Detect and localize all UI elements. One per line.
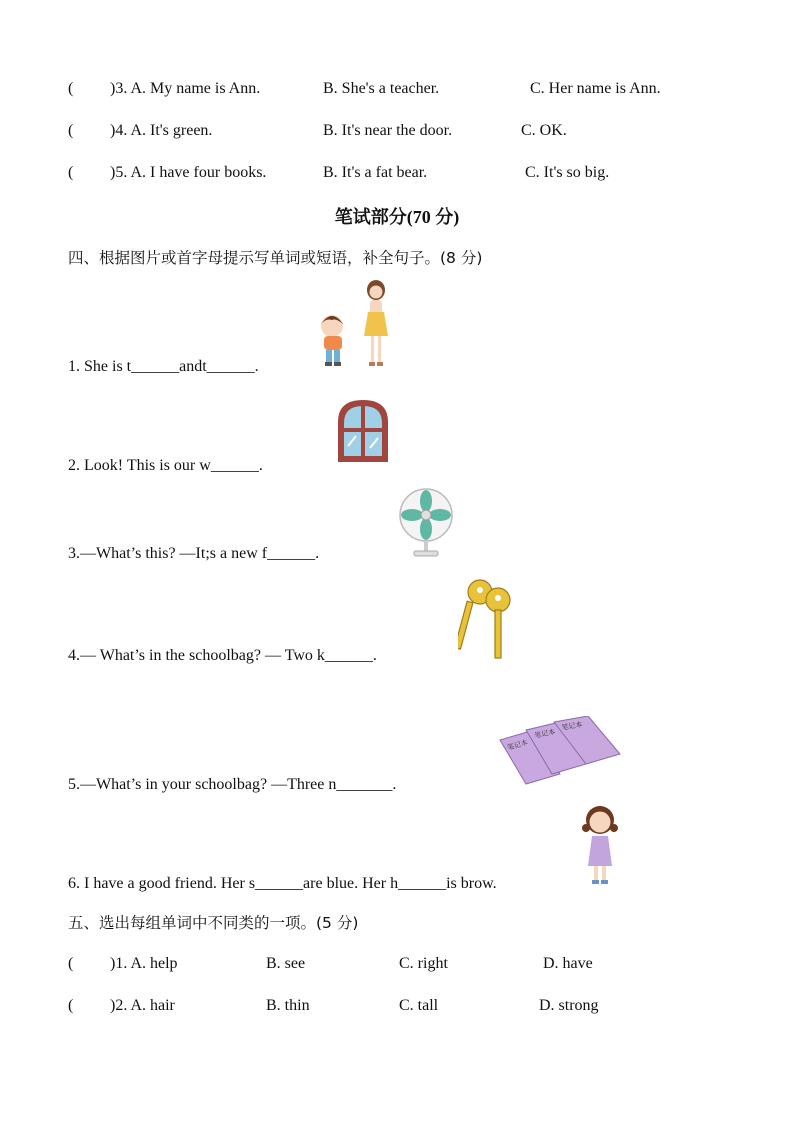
option-b: B. thin bbox=[266, 997, 310, 1014]
option-b: B. see bbox=[266, 955, 306, 972]
fan-icon bbox=[396, 487, 456, 559]
written-section-title: 笔试部分(70 分) bbox=[334, 207, 460, 227]
item-2: 2. Look! This is our w______. bbox=[68, 457, 263, 474]
option-d: D. have bbox=[543, 955, 593, 972]
item-4: 4.— What’s in the schoolbag? — Two k______. bbox=[68, 647, 377, 664]
section5-heading: 五、选出每组单词中不同类的一项。(5 分) bbox=[68, 914, 359, 932]
notebook-label: 笔记本 bbox=[560, 720, 584, 732]
option-b: B. It's near the door. bbox=[323, 122, 453, 139]
option-a: )3. A. My name is Ann. bbox=[110, 80, 261, 97]
option-a: )4. A. It's green. bbox=[110, 122, 213, 139]
keys-icon bbox=[458, 576, 518, 662]
item-1: 1. She is t______andt______. bbox=[68, 358, 259, 375]
notebook-label: 笔记本 bbox=[506, 738, 529, 752]
notebooks-icon bbox=[498, 716, 624, 786]
girl-icon bbox=[578, 802, 622, 888]
notebook-label: 笔记本 bbox=[533, 727, 556, 740]
option-b: B. It's a fat bear. bbox=[323, 164, 428, 181]
option-b: B. She's a teacher. bbox=[323, 80, 440, 97]
item-6: 6. I have a good friend. Her s______are blue. Her h______is brow. bbox=[68, 875, 497, 892]
option-a: )2. A. hair bbox=[110, 997, 175, 1014]
window-icon bbox=[334, 396, 392, 466]
item-5: 5.—What’s in your schoolbag? —Three n_______. bbox=[68, 776, 397, 793]
boy-and-woman-icon bbox=[316, 278, 396, 370]
item-3: 3.—What’s this? —It;s a new f______. bbox=[68, 545, 320, 562]
option-c: C. tall bbox=[399, 997, 439, 1014]
answer-paren[interactable]: ( bbox=[68, 955, 74, 972]
answer-paren[interactable]: ( bbox=[68, 164, 74, 181]
option-c: C. Her name is Ann. bbox=[530, 80, 661, 97]
answer-paren[interactable]: ( bbox=[68, 80, 74, 97]
option-c: C. OK. bbox=[521, 122, 567, 139]
option-c: C. right bbox=[399, 955, 448, 972]
option-a: )5. A. I have four books. bbox=[110, 164, 267, 181]
option-d: D. strong bbox=[539, 997, 599, 1014]
option-c: C. It's so big. bbox=[525, 164, 610, 181]
section4-heading: 四、根据图片或首字母提示写单词或短语，补全句子。(8 分) bbox=[68, 249, 483, 267]
answer-paren[interactable]: ( bbox=[68, 122, 74, 139]
answer-paren[interactable]: ( bbox=[68, 997, 74, 1014]
option-a: )1. A. help bbox=[110, 955, 178, 972]
